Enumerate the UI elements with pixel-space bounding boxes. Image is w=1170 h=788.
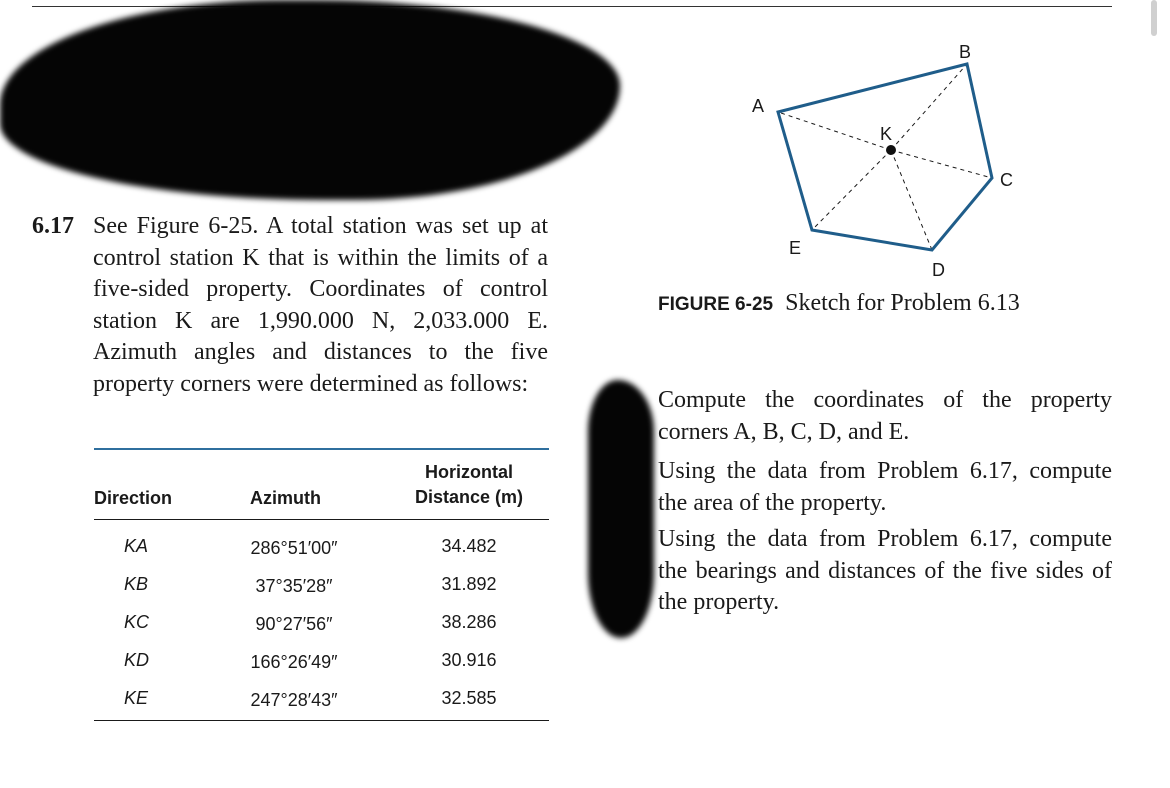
ray-kc (891, 150, 992, 178)
table-row (94, 536, 549, 574)
cell-azimuth: 247°28′43″ (250, 690, 338, 710)
header-distance-line1: Horizontal (425, 462, 513, 482)
problem-text: See Figure 6-25. A total station was set up at control station K that is within the limits of a five-sided property. Coordinates of control station K are 1,990.000 N, 2,033.000 E. Azimuth angles and distances to the five property corners were determined as follows: (93, 213, 548, 397)
figure-caption (658, 290, 1020, 317)
scrollbar-thumb[interactable] (1151, 0, 1157, 36)
ray-ka (778, 112, 891, 150)
ray-kd (891, 150, 932, 250)
label-c: C (1000, 170, 1013, 190)
table-header-rule (94, 519, 549, 520)
cell-direction: KC (124, 612, 150, 632)
problem-6-19-text: Using the data from Problem 6.17, compute the bearings and distances of the five sides of the property. (658, 526, 1112, 615)
problem-6-17-continued: Compute the coordinates of the property corners A, B, C, D, and E. (658, 387, 1112, 445)
table-row (94, 612, 549, 650)
table-bottom-rule (94, 720, 549, 721)
cell-distance: 38.286 (441, 612, 497, 632)
cell-direction: KB (124, 574, 149, 594)
cell-azimuth: 90°27′56″ (255, 614, 333, 634)
ray-ke (812, 150, 891, 230)
label-d: D (932, 260, 945, 280)
redaction-mark-top (0, 0, 620, 200)
label-a: A (752, 96, 765, 116)
figure-6-25-sketch (740, 38, 1040, 288)
header-azimuth: Azimuth (250, 488, 321, 508)
cell-azimuth: 286°51′00″ (250, 538, 338, 558)
header-distance-line2: Distance (m) (414, 487, 524, 507)
cell-distance: 30.916 (441, 650, 497, 670)
cell-direction: KD (124, 650, 150, 670)
figure-caption-text: Sketch for Problem 6.13 (785, 290, 1020, 316)
cell-direction: KE (124, 688, 149, 708)
header-horizontal-distance (404, 460, 534, 510)
control-station-k-point (886, 145, 896, 155)
cell-azimuth: 166°26′49″ (250, 652, 338, 672)
label-e: E (789, 238, 802, 258)
cell-distance: 32.585 (441, 688, 497, 708)
cell-distance: 34.482 (441, 536, 497, 556)
table-row (94, 574, 549, 612)
cell-distance: 31.892 (441, 574, 497, 594)
ray-kb (891, 64, 967, 150)
table-row (94, 650, 549, 688)
problem-number: 6.17 (32, 213, 74, 239)
cell-direction: KA (124, 536, 149, 556)
table-top-rule (94, 448, 549, 450)
header-direction: Direction (94, 488, 173, 508)
redaction-mark-side (588, 380, 654, 638)
label-b: B (959, 42, 972, 62)
property-boundary (778, 64, 992, 250)
cell-azimuth: 37°35′28″ (255, 576, 333, 596)
figure-caption-label: FIGURE 6-25 (658, 294, 774, 315)
problem-6-18-text: Using the data from Problem 6.17, compute the area of the property. (658, 458, 1112, 516)
label-k: K (880, 124, 893, 144)
